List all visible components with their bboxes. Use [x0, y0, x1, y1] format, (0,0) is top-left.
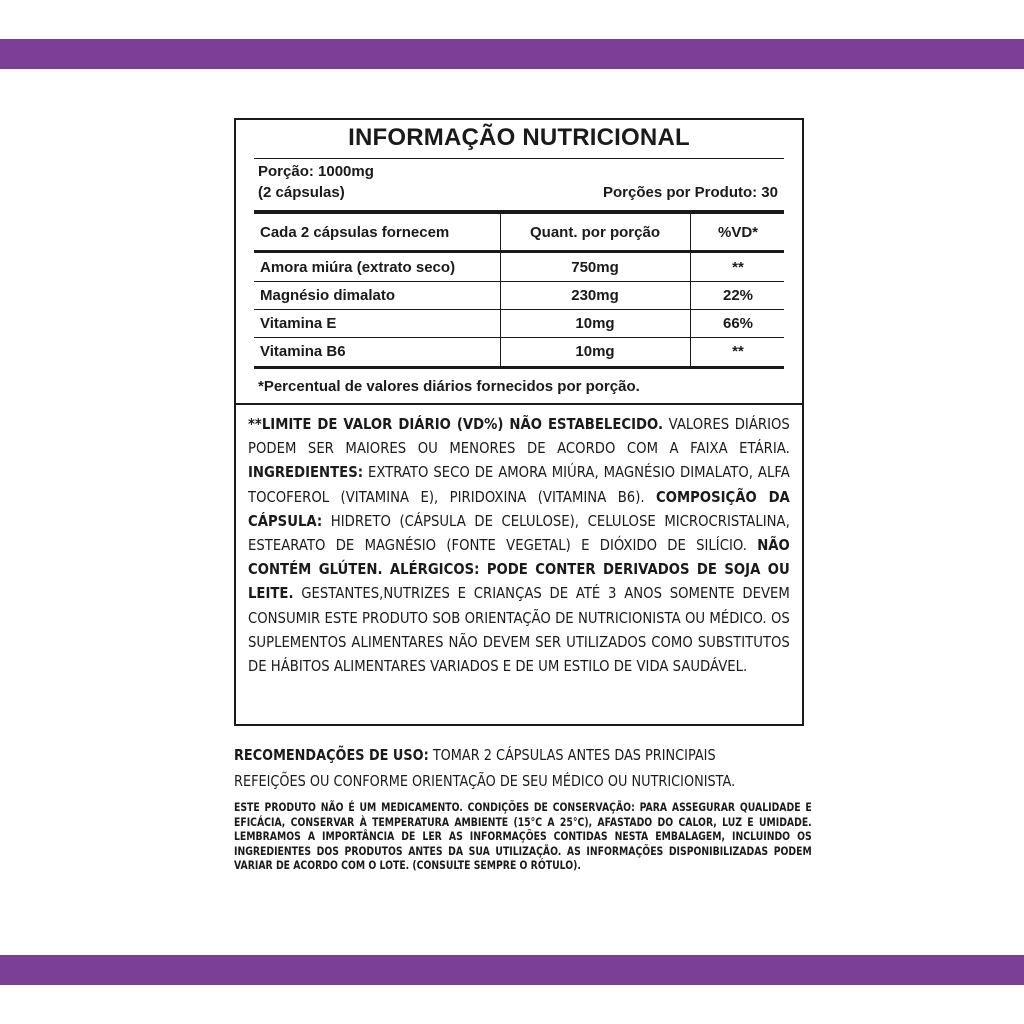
- legal-text: [248, 412, 790, 678]
- recommendations-text: TOMAR 2 CÁPSULAS ANTES DAS PRINCIPAIS REFEIÇÕES OU CONFORME ORIENTAÇÃO DE SEU MÉDICO OU NUTRICIONISTA.: [234, 746, 736, 790]
- header-cell: Cada 2 cápsulas fornecem: [260, 224, 450, 241]
- table-bottom-divider: [254, 366, 784, 369]
- nutrient-name: Magnésio dimalato: [260, 287, 396, 304]
- fine-print: ESTE PRODUTO NÃO É UM MEDICAMENTO. CONDIÇÕES DE CONSERVAÇÃO: PARA ASSEGURAR QUALIDADE E EFICÁCIA, CONSERVAR À TEMPERATURA AMBIENTE (15°C A 25°C), AFASTADO DO CALOR, LUZ E UMIDADE. LEMBRAMOS A IMPORTÂNCIA DE LER AS INFORMAÇÕES CONTIDAS NESTA EMBALAGEM, INCLUINDO OS INGREDIENTES DOS PRODUTOS ANTES DA SUA UTILIZAÇÃO. AS INFORMAÇÕES DISPONIBILIZADAS PODEM VARIAR DE ACORDO COM O LOTE. (CONSULTE SEMPRE O RÓTULO).: [234, 800, 812, 873]
- nutrient-name: Vitamina E: [260, 315, 337, 332]
- capsule-composition-label: COMPOSIÇÃO DA CÁPSULA:: [248, 487, 790, 530]
- nutrient-dv: 66%: [722, 315, 754, 332]
- panel-title: INFORMAÇÃO NUTRICIONAL: [348, 124, 690, 151]
- nutrient-dv: **: [732, 259, 744, 276]
- nutrition-facts-panel: [234, 118, 804, 726]
- portions-per-product: Porções por Produto: 30: [602, 184, 778, 201]
- dv-not-established: **LIMITE DE VALOR DIÁRIO (VD%) NÃO ESTABELECIDO.: [248, 415, 664, 433]
- ingredients-label: INGREDIENTES:: [248, 463, 364, 482]
- nutrient-amount: 230mg: [571, 287, 619, 304]
- top-purple-band: [0, 39, 1024, 69]
- nutrient-name: Amora miúra (extrato seco): [260, 259, 456, 276]
- thick-divider: [254, 210, 784, 214]
- nutrient-dv: 22%: [722, 287, 754, 304]
- dv-footnote: *Percentual de valores diários fornecidos por porção.: [258, 378, 640, 395]
- ingredients-text: EXTRATO SECO DE AMORA MIÚRA, MAGNÉSIO DIMALATO, ALFA TOCOFEROL (VITAMINA E), PIRIDOXINA (VITAMINA B6).: [248, 463, 790, 506]
- portion-capsules: (2 cápsulas): [258, 184, 345, 201]
- allergen-warning: NÃO CONTÉM GLÚTEN. ALÉRGICOS: PODE CONTER DERIVADOS DE SOJA OU LEITE.: [248, 536, 790, 603]
- row-divider: [254, 309, 784, 310]
- header-cell: %VD*: [717, 224, 758, 241]
- divider: [254, 158, 784, 159]
- recommendations-label: RECOMENDAÇÕES DE USO:: [234, 746, 429, 764]
- nutrient-amount: 10mg: [575, 343, 615, 360]
- bottom-purple-band: [0, 955, 1024, 985]
- row-divider: [254, 281, 784, 282]
- portion-size: Porção: 1000mg: [258, 163, 374, 180]
- nutrient-amount: 10mg: [575, 315, 615, 332]
- legal-segment: VALORES DIÁRIOS PODEM SER MAIORES OU MENORES DE ACORDO COM A FAIXA ETÁRIA.: [248, 415, 790, 458]
- capsule-composition-text: HIDRETO (CÁPSULA DE CELULOSE), CELULOSE MICROCRISTALINA, ESTEARATO DE MAGNÉSIO (FONTE VEGETAL) E DIÓXIDO DE SILÍCIO.: [248, 511, 790, 555]
- header-cell: Quant. por porção: [529, 224, 660, 241]
- nutrient-name: Vitamina B6: [260, 343, 346, 360]
- header-divider: [254, 250, 784, 253]
- nutrient-amount: 750mg: [571, 259, 619, 276]
- row-divider: [254, 337, 784, 338]
- usage-recommendations: [234, 742, 782, 794]
- nutrient-dv: **: [732, 343, 744, 360]
- section-divider: [236, 403, 802, 405]
- warnings-text: GESTANTES,NUTRIZES E CRIANÇAS DE ATÉ 3 ANOS SOMENTE DEVEM CONSUMIR ESTE PRODUTO SOB ORIENTAÇÃO DE NUTRICIONISTA OU MÉDICO. OS SUPLEMENTOS ALIMENTARES NÃO DEVEM SER UTILIZADOS COMO SUBSTITUTOS DE HÁBITOS ALIMENTARES VARIADOS E DE UM ESTILO DE VIDA SAUDÁVEL.: [248, 584, 790, 676]
